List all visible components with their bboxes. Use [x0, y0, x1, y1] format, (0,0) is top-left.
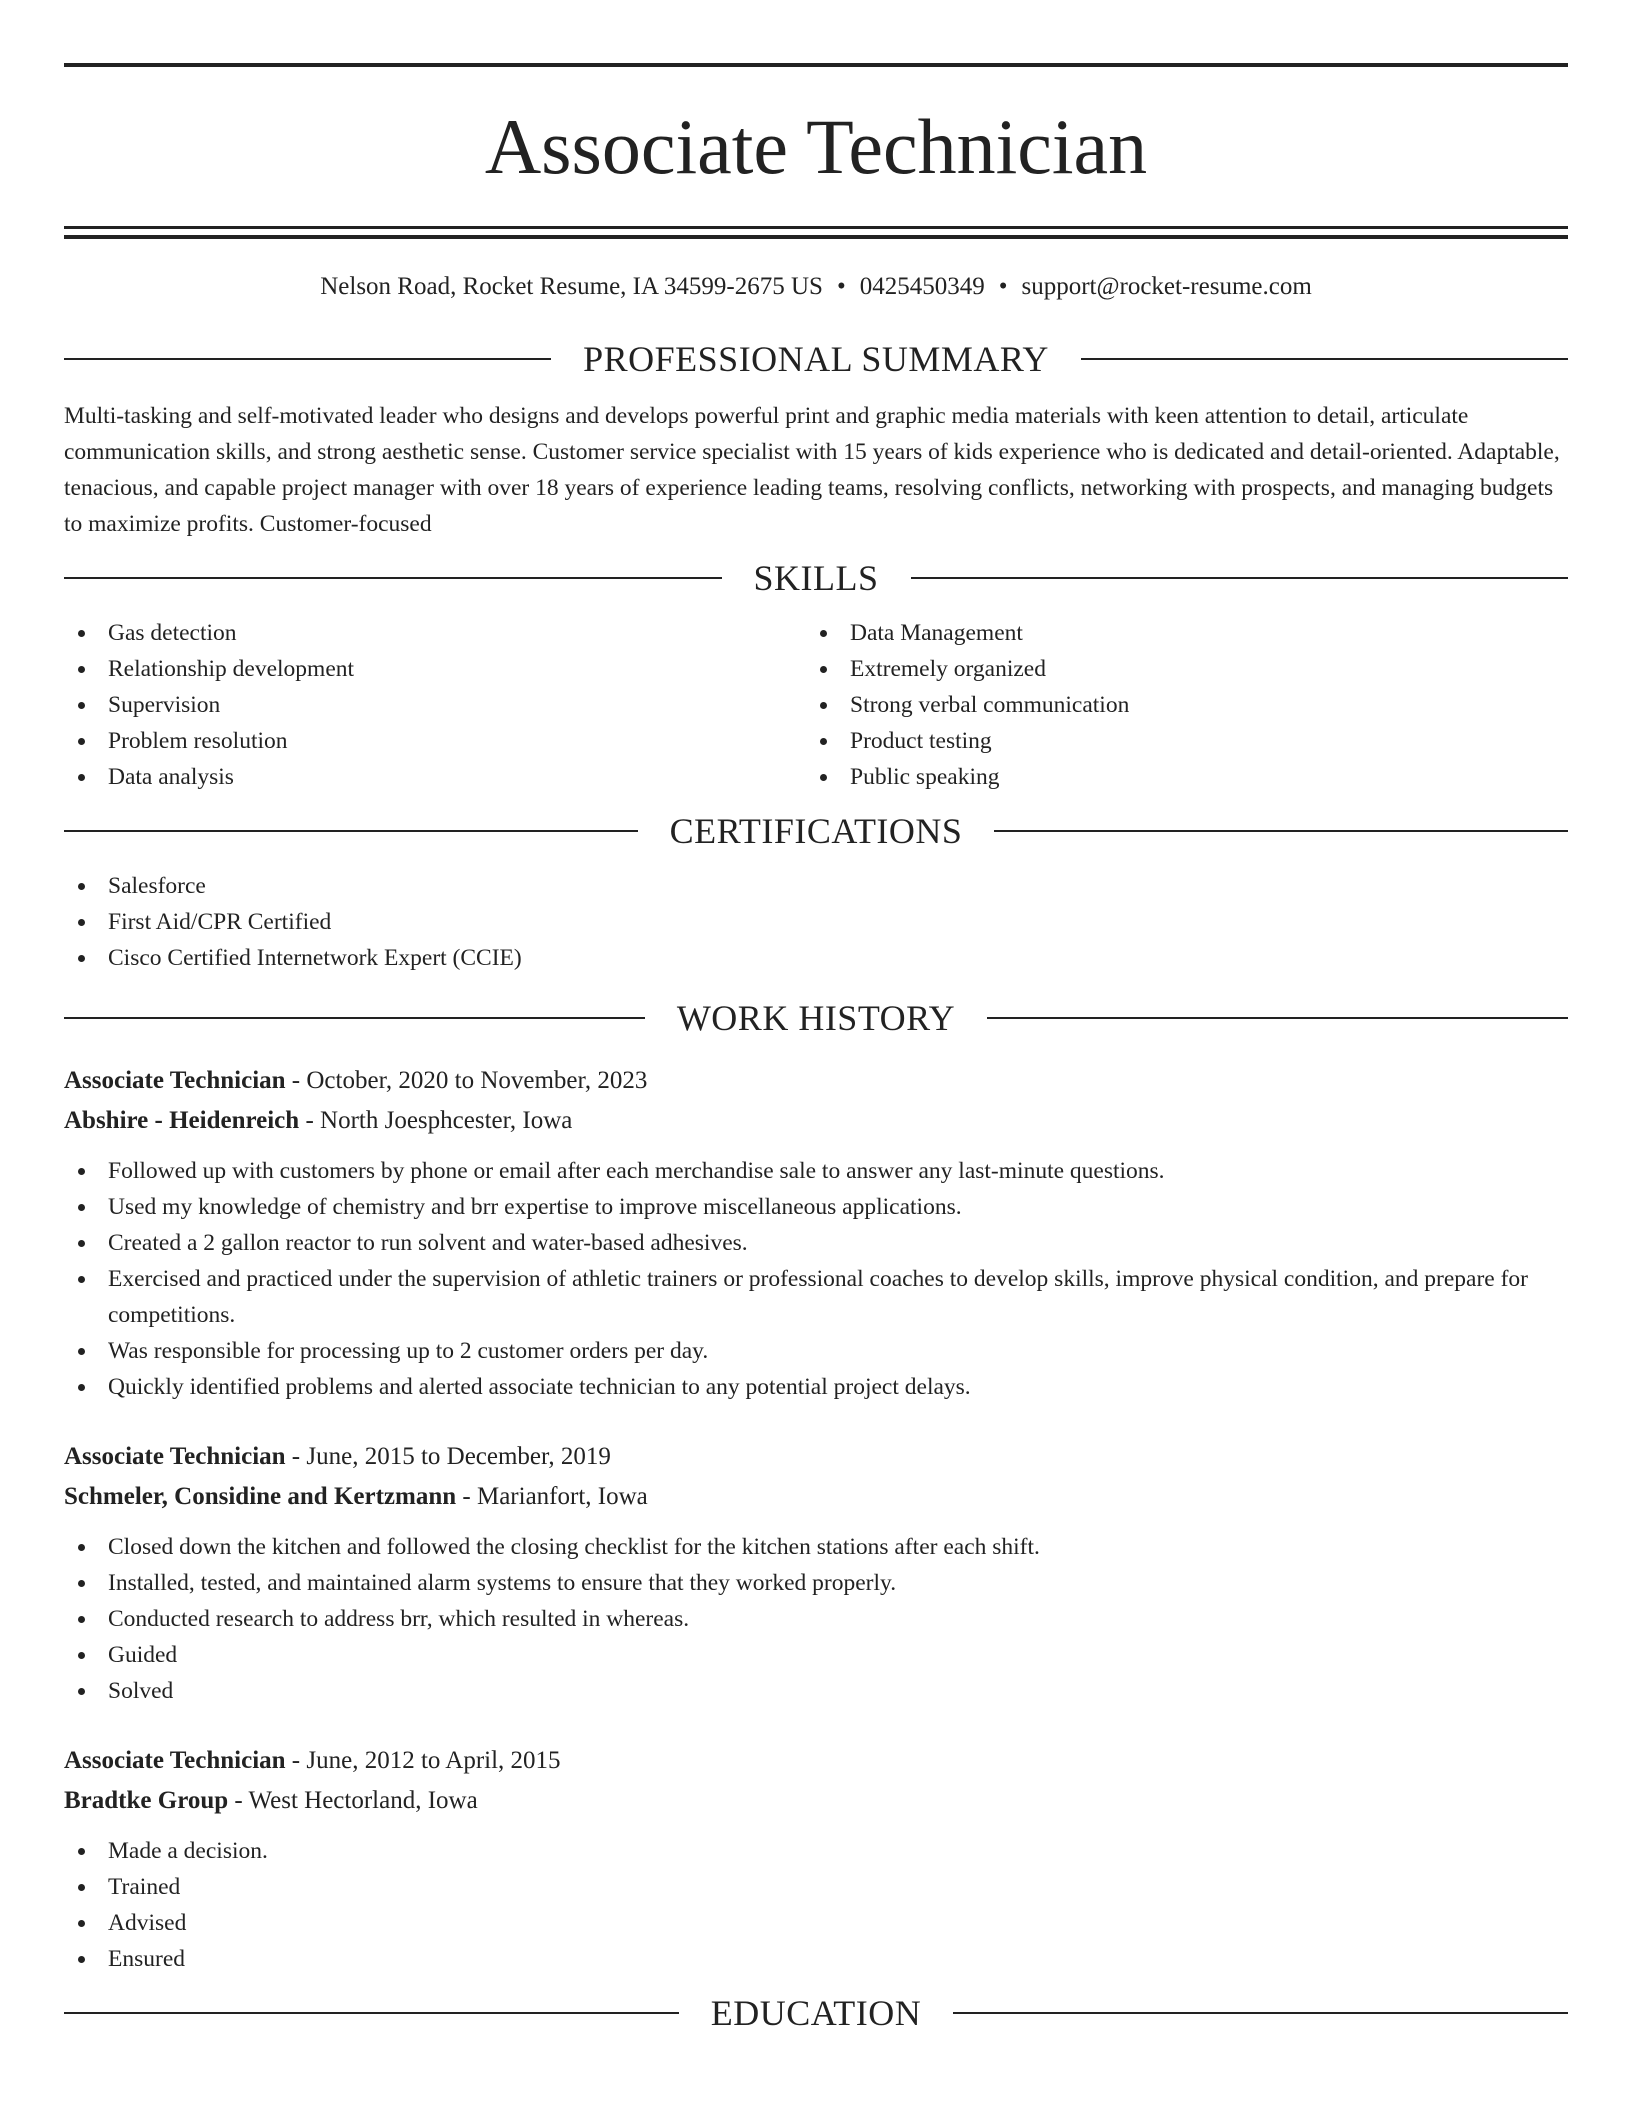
- job-bullet: Was responsible for processing up to 2 customer orders per day.: [64, 1333, 1568, 1369]
- job-bullet: Ensured: [64, 1941, 1568, 1977]
- heading-rule: [953, 2012, 1568, 2014]
- job-company-line: [64, 1781, 1568, 1821]
- heading-rule: [64, 577, 722, 579]
- job-bullet: Created a 2 gallon reactor to run solvent and water-based adhesives.: [64, 1225, 1568, 1261]
- certification-item: Salesforce: [64, 868, 1568, 904]
- job-dates: - June, 2012 to April, 2015: [291, 1747, 561, 1774]
- section-title-skills: SKILLS: [753, 558, 879, 598]
- section-heading-certifications: [64, 807, 1568, 855]
- heading-rule: [64, 358, 551, 360]
- skills-columns: [64, 615, 1568, 795]
- skills-list-right: [806, 615, 1548, 795]
- skill-item: Problem resolution: [64, 723, 806, 759]
- job-title-line: [64, 1437, 1568, 1477]
- job-location: - West Hectorland, Iowa: [234, 1787, 478, 1814]
- contact-email: support@rocket-resume.com: [1021, 273, 1312, 300]
- job-entry: [64, 1061, 1568, 1405]
- section-heading-education: [64, 1989, 1568, 2037]
- section-title-summary: PROFESSIONAL SUMMARY: [583, 339, 1049, 379]
- contact-separator: •: [998, 273, 1008, 300]
- job-title-line: [64, 1741, 1568, 1781]
- skill-item: Supervision: [64, 687, 806, 723]
- job-entry: [64, 1437, 1568, 1709]
- job-entry: [64, 1741, 1568, 1977]
- job-bullet: Made a decision.: [64, 1833, 1568, 1869]
- contact-address: Nelson Road, Rocket Resume, IA 34599-2675 US: [320, 273, 823, 300]
- job-bullet: Used my knowledge of chemistry and brr expertise to improve miscellaneous applications.: [64, 1189, 1568, 1225]
- section-title-education: EDUCATION: [710, 1993, 922, 2033]
- job-title: Associate Technician: [64, 1443, 286, 1470]
- job-company: Bradtke Group: [64, 1787, 229, 1814]
- job-bullet: Exercised and practiced under the supervision of athletic trainers or professional coaches to develop skills, improve physical condition, and prepare for competitions.: [64, 1261, 1568, 1333]
- skill-item: Strong verbal communication: [806, 687, 1548, 723]
- resume-page: [64, 0, 1568, 2037]
- job-title: Associate Technician: [64, 1067, 286, 1094]
- heading-rule: [1081, 358, 1568, 360]
- skill-item: Relationship development: [64, 651, 806, 687]
- skill-item: Public speaking: [806, 759, 1548, 795]
- job-company-line: [64, 1101, 1568, 1141]
- resume-title: Associate Technician: [484, 103, 1148, 190]
- heading-rule: [994, 830, 1568, 832]
- job-company: Schmeler, Considine and Kertzmann: [64, 1483, 457, 1510]
- section-title-certifications: CERTIFICATIONS: [669, 811, 963, 851]
- job-bullet: Quickly identified problems and alerted associate technician to any potential project delays.: [64, 1369, 1568, 1405]
- heading-rule: [987, 1017, 1568, 1019]
- job-bullet: Trained: [64, 1869, 1568, 1905]
- job-bullets: [64, 1833, 1568, 1977]
- heading-rule: [64, 1017, 645, 1019]
- skill-item: Gas detection: [64, 615, 806, 651]
- contact-separator: •: [836, 273, 846, 300]
- section-title-work: WORK HISTORY: [676, 998, 956, 1038]
- skills-list-left: [64, 615, 806, 795]
- certification-item: First Aid/CPR Certified: [64, 904, 1568, 940]
- section-heading-summary: [64, 335, 1568, 383]
- contact-phone: 0425450349: [859, 273, 985, 300]
- job-company-line: [64, 1477, 1568, 1517]
- title-double-rule: [64, 226, 1568, 239]
- heading-rule: [64, 2012, 679, 2014]
- job-bullet: Followed up with customers by phone or email after each merchandise sale to answer any last-minute questions.: [64, 1153, 1568, 1189]
- job-bullet: Installed, tested, and maintained alarm systems to ensure that they worked properly.: [64, 1565, 1568, 1601]
- job-bullets: [64, 1529, 1568, 1709]
- section-heading-skills: [64, 554, 1568, 602]
- heading-rule: [911, 577, 1569, 579]
- job-bullet: Conducted research to address brr, which resulted in whereas.: [64, 1601, 1568, 1637]
- certification-item: Cisco Certified Internetwork Expert (CCIE): [64, 940, 1568, 976]
- job-dates: - October, 2020 to November, 2023: [291, 1067, 648, 1094]
- contact-line: [64, 270, 1568, 304]
- skill-item: Data analysis: [64, 759, 806, 795]
- job-bullets: [64, 1153, 1568, 1405]
- heading-rule: [64, 830, 638, 832]
- job-bullet: Solved: [64, 1673, 1568, 1709]
- job-title-line: [64, 1061, 1568, 1101]
- section-heading-work: [64, 994, 1568, 1042]
- skill-item: Product testing: [806, 723, 1548, 759]
- job-dates: - June, 2015 to December, 2019: [291, 1443, 611, 1470]
- certifications-list: [64, 868, 1568, 976]
- skill-item: Data Management: [806, 615, 1548, 651]
- job-bullet: Advised: [64, 1905, 1568, 1941]
- skill-item: Extremely organized: [806, 651, 1548, 687]
- job-bullet: Closed down the kitchen and followed the closing checklist for the kitchen stations after each shift.: [64, 1529, 1568, 1565]
- job-location: - North Joesphcester, Iowa: [305, 1107, 573, 1134]
- job-title: Associate Technician: [64, 1747, 286, 1774]
- summary-text: Multi-tasking and self-motivated leader who designs and develops powerful print and graphic media materials with keen attention to detail, articulate communication skills, and strong aesthetic sense. Customer service specialist with 15 years of kids experience who is dedicated and detail-oriented. Adaptable, tenacious, and capable project manager with over 18 years of experience leading teams, resolving conflicts, networking with prospects, and managing budgets to maximize profits. Customer-focused: [64, 403, 1560, 537]
- job-location: - Marianfort, Iowa: [462, 1483, 648, 1510]
- job-company: Abshire - Heidenreich: [64, 1107, 300, 1134]
- top-rule: [64, 63, 1568, 67]
- job-bullet: Guided: [64, 1637, 1568, 1673]
